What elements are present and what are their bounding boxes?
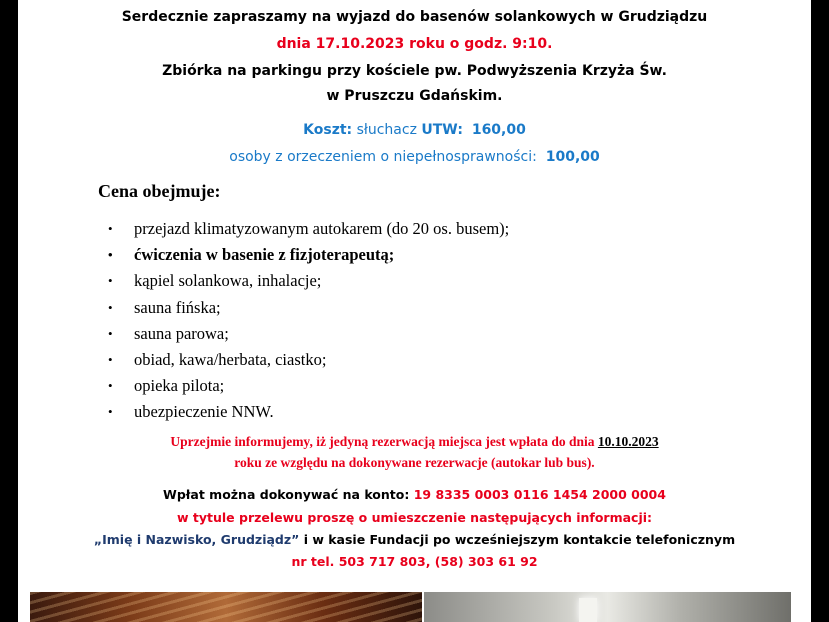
bullet-icon: • <box>108 378 113 394</box>
page-border-left <box>0 0 18 622</box>
cost-label: Koszt: <box>303 122 353 138</box>
cost-student-line <box>18 122 811 138</box>
bullet-icon: • <box>108 273 113 289</box>
transfer-title-line: „Imię i Nazwisko, Grudziądz” i w kasie Fundacji po wcześniejszym kontakcie telefonicznym <box>93 532 736 547</box>
payment-deadline-notice: Uprzejmie informujemy, iż jedyną rezerwacją miejsca jest wpłata do dnia 10.10.2023 <box>170 434 659 449</box>
transfer-title-quote: „Imię i Nazwisko, Grudziądz” <box>93 532 300 547</box>
cost-student-price: 160,00 <box>471 122 526 138</box>
list-item: • sauna fińska; <box>108 295 509 321</box>
sauna-photo <box>30 592 422 622</box>
includes-list <box>108 216 509 426</box>
transfer-title-info: w tytule przelewu proszę o umieszczenie następujących informacji: <box>176 510 653 525</box>
includes-heading: Cena obejmuje: <box>98 181 221 201</box>
meeting-point: Zbiórka na parkingu przy kościele pw. Podwyższenia Krzyża Św. <box>162 63 667 79</box>
phone-numbers: nr tel. 503 717 803, (58) 303 61 92 <box>291 554 538 569</box>
list-item: • kąpiel solankowa, inhalacje; <box>108 268 509 294</box>
list-item: • ubezpieczenie NNW. <box>108 399 509 425</box>
bullet-icon: • <box>108 299 113 315</box>
bullet-icon: • <box>108 221 113 236</box>
steam-room-photo <box>424 592 791 622</box>
list-item: • obiad, kawa/herbata, ciastko; <box>108 347 509 373</box>
bullet-icon: • <box>108 325 113 341</box>
bullet-icon: • <box>108 247 113 263</box>
bullet-icon: • <box>108 404 113 420</box>
invitation-heading: Serdecznie zapraszamy na wyjazd do basenów solankowych w Grudziądzu <box>121 9 708 25</box>
payment-deadline-reason: roku ze względu na dokonywane rezerwacje (autokar lub bus). <box>234 455 595 470</box>
flyer-page <box>18 0 811 622</box>
cost-disabled-label: osoby z orzeczeniem o niepełnosprawności: <box>229 149 537 165</box>
trip-date: dnia 17.10.2023 roku o godz. 9:10. <box>276 36 553 52</box>
cost-disabled-price: 100,00 <box>545 149 600 165</box>
bank-account-number: 19 8335 0003 0116 1454 2000 0004 <box>413 487 666 502</box>
cost-student-utw: UTW: <box>421 122 463 138</box>
list-item: • przejazd klimatyzowanym autokarem (do 20 os. busem); <box>108 216 509 242</box>
page-border-right <box>811 0 829 622</box>
list-item: • ćwiczenia w basenie z fizjoterapeutą; <box>108 242 509 268</box>
cost-disabled-line <box>18 149 811 165</box>
list-item: • opieka pilota; <box>108 373 509 399</box>
list-item: • sauna parowa; <box>108 321 509 347</box>
deadline-date: 10.10.2023 <box>597 434 659 449</box>
cost-student-label: słuchacz <box>352 122 422 138</box>
meeting-town: w Pruszczu Gdańskim. <box>326 88 503 104</box>
bullet-icon: • <box>108 351 113 367</box>
bank-account-line: Wpłat można dokonywać na konto: 19 8335 0003 0116 1454 2000 0004 <box>163 487 666 502</box>
